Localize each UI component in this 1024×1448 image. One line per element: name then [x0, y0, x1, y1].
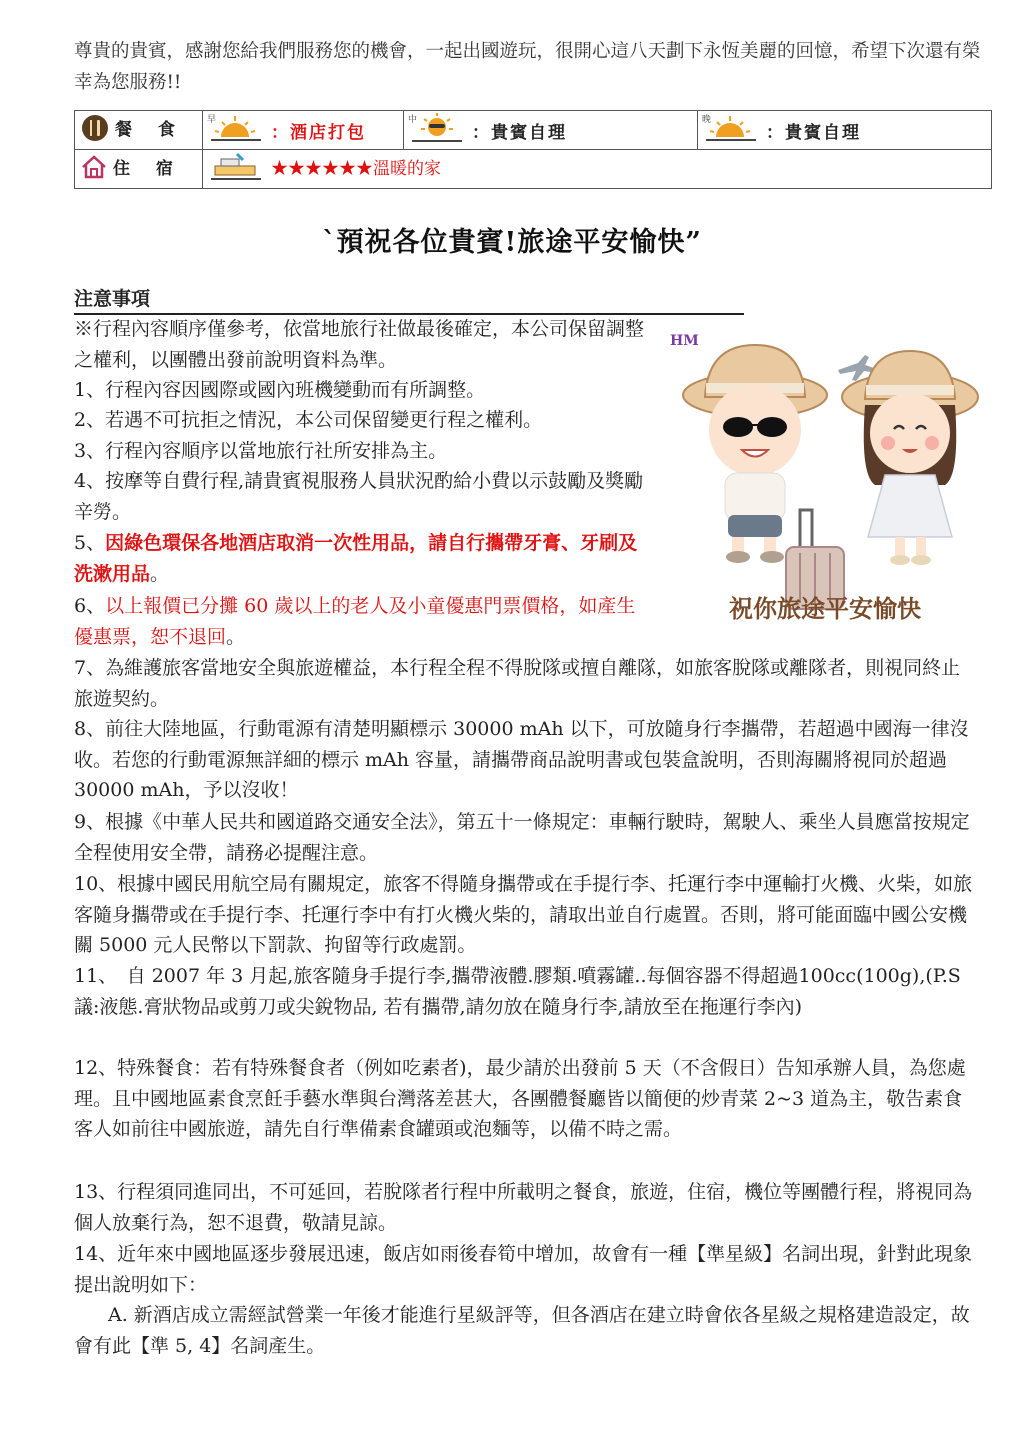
notice-item: 7、為維護旅客當地安全與旅遊權益，本行程全程不得脫隊或擅自離隊，如旅客脫隊或離隊者，則視同終止旅遊契約。 [74, 657, 961, 710]
notice-title: 注意事項 [74, 284, 744, 315]
notice-item: 9、根據《中華人民共和國道路交通安全法》，第五十一條規定：車輛行駛時，駕駛人、乘坐人員應當按規定全程使用安全帶，請務必提醒注意。 [74, 811, 970, 864]
meal-label: 餐 食 [115, 119, 185, 140]
girl-figure [842, 351, 978, 565]
meal-values-cell [203, 111, 992, 150]
breakfast-value: ：酒店打包 [271, 122, 366, 143]
notice-item-5-prefix: 5、 [74, 532, 106, 554]
wish-banner: `預祝各位貴賓!旅途平安愉快” [322, 227, 702, 258]
meal-lodging-table [74, 110, 992, 189]
lunch-value: ：貴賓自理 [472, 122, 567, 143]
notice-item-6-prefix: 6、 [74, 595, 106, 617]
notice-item: 13、行程須同進同出，不可延回，若脫隊者行程中所載明之餐食，旅遊，住宿，機位等團體行程，將視同為個人放棄行為，恕不退費，敬請見諒。 [74, 1181, 973, 1234]
notice-item: 10、根據中國民用航空局有關規定，旅客不得隨身攜帶或在手提行李、托運行李中運輸打火機、火柴，如旅客隨身攜帶或在手提行李、托運行李中有打火機火柴的，請取出並自行處置。否則，將可能面臨中國公安機關 5000 元人民幣以下罰款、拘留等行政處罰。 [74, 873, 973, 956]
sunrise-icon [207, 113, 265, 148]
notice-item-5 [74, 528, 644, 589]
notice-item: 2、若遇不可抗拒之情況，本公司保留變更行程之權利。 [74, 409, 543, 431]
intro-message: 尊貴的貴賓，感謝您給我們服務您的機會，一起出國遊玩，很開心這八天劃下永恆美麗的回憶，希望下次還有榮幸為您服務!! [74, 41, 981, 93]
notice-item: 14、近年來中國地區逐步發展迅速，飯店如雨後春筍中增加，故會有一種【準星級】名詞出現，針對此現象提出說明如下： [74, 1243, 973, 1296]
notice-item-5-suffix: 。 [150, 562, 170, 585]
notice-item: 12、特殊餐食：若有特殊餐食者（例如吃素者)，最少請於出發前 5 天（不含假日）告知承辦人員，為您處理。且中國地區素食烹飪手藝水準與台灣落差甚大，各團體餐廳皆以簡便的炒青菜 2~3 道為主，敬告素食客人如前往中國旅遊，請先自行準備素食罐頭或泡麵等，以備不時之需。 [74, 1057, 966, 1140]
breakfast-slot [203, 111, 404, 149]
lodging-label-cell [75, 150, 203, 189]
travel-couple-illustration [660, 325, 990, 625]
notice-item-5-red: 因綠色環保各地酒店取消一次性用品，請自行攜帶牙膏、牙刷及洗漱用品 [74, 532, 638, 585]
notice-item-6-suffix: 。 [226, 625, 246, 648]
sun-icon [408, 113, 466, 148]
hotel-bed-icon [207, 152, 265, 187]
lodging-value-cell [203, 150, 992, 189]
dinner-value: ：貴賓自理 [766, 122, 861, 143]
utensils-icon [81, 114, 109, 147]
notice-item: 8、前往大陸地區，行動電源有清楚明顯標示 30000 mAh 以下，可放隨身行李攜帶，若超過中國海一律沒收。若您的行動電源無詳細的標示 mAh 容量，請攜帶商品說明書或包裝盒說明，否則海關將視同於超過 30000 mAh，予以沒收！ [74, 718, 969, 801]
lodging-label: 住 宿 [113, 159, 183, 179]
breakfast-tag: 早 [207, 114, 217, 125]
lunch-slot [404, 111, 698, 149]
illustration-caption: 祝你旅途平安愉快 [729, 595, 921, 623]
travel-logo: HM [670, 333, 699, 349]
sunset-icon [702, 113, 760, 148]
notice-item-6 [74, 591, 644, 652]
boy-figure [683, 345, 827, 563]
lodging-row [75, 150, 992, 189]
notice-item: 4、按摩等自費行程,請貴賓視服務人員狀況酌給小費以示鼓勵及獎勵辛勞。 [74, 470, 644, 523]
lunch-tag: 中 [408, 114, 418, 125]
notice-item: 11、 自 2007 年 3 月起,旅客隨身手提行李,攜帶液體.膠類.噴霧罐..每個容器不得超過100cc(100g),(P.S 議:液態.膏狀物品或剪刀或尖銳物品, 若有攜帶,請勿放在隨身行李,請放至在拖運行李內) [74, 965, 961, 1018]
meal-row [75, 111, 992, 150]
notice-item-6-red: 以上報價已分攤 60 歲以上的老人及小童優惠門票價格，如產生優惠票，恕不退回 [74, 595, 636, 648]
notice-item: 1、行程內容因國際或國內班機變動而有所調整。 [74, 379, 486, 401]
dinner-tag: 晚 [702, 114, 712, 125]
notice-item: 3、行程內容順序以當地旅行社所安排為主。 [74, 440, 448, 462]
notice-item: ※行程內容順序僅參考，依當地旅行社做最後確定，本公司保留調整之權利，以團體出發前說明資料為準。 [74, 318, 645, 371]
dinner-slot [698, 111, 991, 149]
meal-label-cell [75, 111, 203, 150]
house-icon [81, 155, 107, 184]
lodging-value: ★★★★★★溫暖的家 [271, 158, 441, 179]
notice-item: A. 新酒店成立需經試營業一年後才能進行星級評等，但各酒店在建立時會依各星級之規格建造設定，故會有此【準 5, 4】名詞產生。 [74, 1304, 970, 1357]
